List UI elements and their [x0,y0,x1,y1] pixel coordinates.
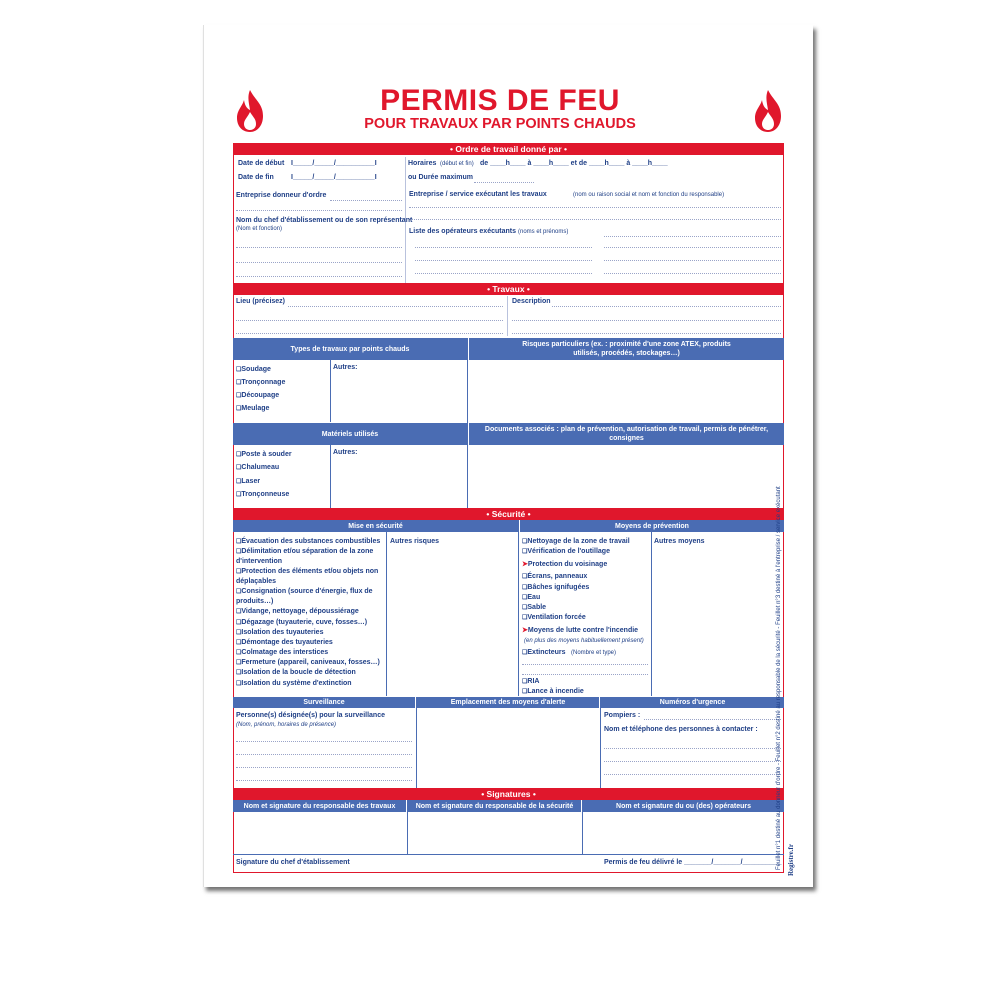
entreprise-exec-label: Entreprise / service exécutant les travaux [409,191,547,198]
checkbox-tronconneuse[interactable]: ❏ Tronçonneuse [236,491,289,499]
sig-col2-header: Nom et signature du responsable de la sécurité [408,800,581,812]
horaires-label: Horaires [408,160,437,167]
checkbox-laser[interactable]: ❏ Laser [236,478,260,486]
section-signatures-header: • Signatures • [233,788,784,800]
form-subtitle: POUR TRAVAUX PAR POINTS CHAUDS [364,116,636,132]
mise-header: Mise en sécurité [233,520,518,532]
date-fin-field[interactable]: I_____/_____/__________I [291,174,377,181]
lutte-incendie-heading: ➤ Moyens de lutte contre l'incendie [522,627,638,635]
checkbox-lance[interactable]: ❏ Lance à incendie [522,688,584,696]
description-label: Description [512,298,551,305]
mise-item-text: produits…) [236,598,274,605]
contacter-label: Nom et téléphone des personnes à contacter : [604,726,758,733]
entreprise-exec-note: (nom ou raison social et nom et fonction du responsable) [573,192,725,198]
date-fin-label: Date de fin [238,174,274,181]
documents-header: Documents associés : plan de prévention, autorisation de travail, permis de pénétrer, consignes [469,423,784,445]
checkbox-sable[interactable]: ❏ Sable [522,604,546,612]
checkbox-poste-a-souder[interactable]: ❏ Poste à souder [236,451,292,459]
checkbox-ria[interactable]: ❏ RIA [522,678,539,686]
section-travaux-header: • Travaux • [233,283,784,295]
section-securite-header: • Sécurité • [233,508,784,520]
sig-col1-header: Nom et signature du responsable des travaux [233,800,406,812]
materiels-header: Matériels utilisés [233,423,467,445]
checkbox-decoupage[interactable]: ❏ Découpage [236,392,279,400]
section-ordre-header: • Ordre de travail donné par • [233,143,784,155]
checkbox-ventilation[interactable]: ❏ Ventilation forcée [522,614,586,622]
materiels-autres-label: Autres: [333,449,358,456]
checkbox-consignation[interactable]: ❏ Consignation (source d'énergie, flux de [236,588,373,596]
personnes-label: Personne(s) désignée(s) pour la surveillance [236,712,385,719]
autres-risques-label: Autres risques [390,538,440,545]
checkbox-isolation-boucle[interactable]: ❏ Isolation de la boucle de détection [236,669,356,677]
types-header: Types de travaux par points chauds [233,338,467,360]
side-note: Feuillet n°1 destiné au donneur d'ordre - Feuillet n°2 destiné au responsable de la sécurité - Feuillet n°3 destiné à l'entreprise / service exécutant [776,486,782,870]
checkbox-ecrans[interactable]: ❏ Écrans, panneaux [522,573,587,581]
form-title: PERMIS DE FEU [380,84,620,117]
checkbox-verification[interactable]: ❏ Vérification de l'outillage [522,548,610,556]
duree-label: ou Durée maximum [408,174,473,181]
checkbox-extincteurs[interactable]: ❏ Extincteurs [522,649,566,657]
flame-icon-left [233,88,267,134]
protection-voisinage-heading: ➤ Protection du voisinage [522,561,607,569]
checkbox-demontage[interactable]: ❏ Démontage des tuyauteries [236,639,333,647]
date-debut-label: Date de début [238,160,285,167]
checkbox-baches[interactable]: ❏ Bâches ignifugées [522,584,589,592]
checkbox-vidange[interactable]: ❏ Vidange, nettoyage, dépoussiérage [236,608,359,616]
checkbox-protection-elements[interactable]: ❏ Protection des éléments et/ou objets non [236,568,378,576]
entreprise-donneur-label: Entreprise donneur d'ordre [236,192,327,199]
operateurs-label: Liste des opérateurs exécutants [409,228,516,235]
checkbox-evacuation[interactable]: ❏ Évacuation des substances combustibles [236,538,380,546]
urgence-header: Numéros d'urgence [601,697,784,708]
moyens-header: Moyens de prévention [520,520,784,532]
risques-header: Risques particuliers (ex. : proximité d'une zone ATEX, produits utilisés, procédés, stockages…) [469,338,784,360]
checkbox-chalumeau[interactable]: ❏ Chalumeau [236,464,279,472]
sig-col3-header: Nom et signature du ou (des) opérateurs [583,800,784,812]
autres-moyens-label: Autres moyens [654,538,705,545]
sig-chef-label: Signature du chef d'établissement [236,859,350,866]
checkbox-isolation-extinction[interactable]: ❏ Isolation du système d'extinction [236,680,352,688]
checkbox-eau[interactable]: ❏ Eau [522,594,540,602]
checkbox-soudage[interactable]: ❏ Soudage [236,366,271,374]
checkbox-tronconnage[interactable]: ❏ Tronçonnage [236,379,285,387]
checkbox-fermeture[interactable]: ❏ Fermeture (appareil, caniveaux, fosses…) [236,659,380,667]
extincteurs-note: (Nombre et type) [571,650,617,656]
checkbox-degazage[interactable]: ❏ Dégazage (tuyauterie, cuve, fosses…) [236,619,367,627]
date-debut-field[interactable]: I_____/_____/__________I [291,160,377,167]
emplacement-header: Emplacement des moyens d'alerte [417,697,599,708]
lutte-incendie-note: (en plus des moyens habituellement présent) [524,638,644,644]
checkbox-colmatage[interactable]: ❏ Colmatage des interstices [236,649,328,657]
flame-icon-right [751,88,785,134]
chef-label: Nom du chef d'établissement ou de son représentant [236,217,413,224]
operateurs-note: (noms et prénoms) [518,229,569,235]
personnes-note: (Nom, prénom, horaires de présence) [236,722,337,728]
types-autres-label: Autres: [333,364,358,371]
brand-logo: Registre.fr [787,844,795,876]
horaires-note: (début et fin) [440,161,474,167]
lieu-label: Lieu (précisez) [236,298,286,305]
pompiers-label: Pompiers : [604,712,641,719]
horaires-field[interactable]: de ____h____ à ____h____ et de ____h____ à ____h____ [480,160,668,167]
checkbox-delimitation[interactable]: ❏ Délimitation et/ou séparation de la zone [236,548,373,556]
checkbox-isolation-tuyauteries[interactable]: ❏ Isolation des tuyauteries [236,629,323,637]
chef-note: (Nom et fonction) [236,226,283,232]
mise-item-text: déplaçables [236,578,277,585]
surveillance-header: Surveillance [233,697,415,708]
permis-delivre-label: Permis de feu délivré le _______/_______/__________ [604,859,782,866]
mise-item-text: d'intervention [236,558,282,565]
checkbox-meulage[interactable]: ❏ Meulage [236,405,269,413]
checkbox-nettoyage[interactable]: ❏ Nettoyage de la zone de travail [522,538,630,546]
